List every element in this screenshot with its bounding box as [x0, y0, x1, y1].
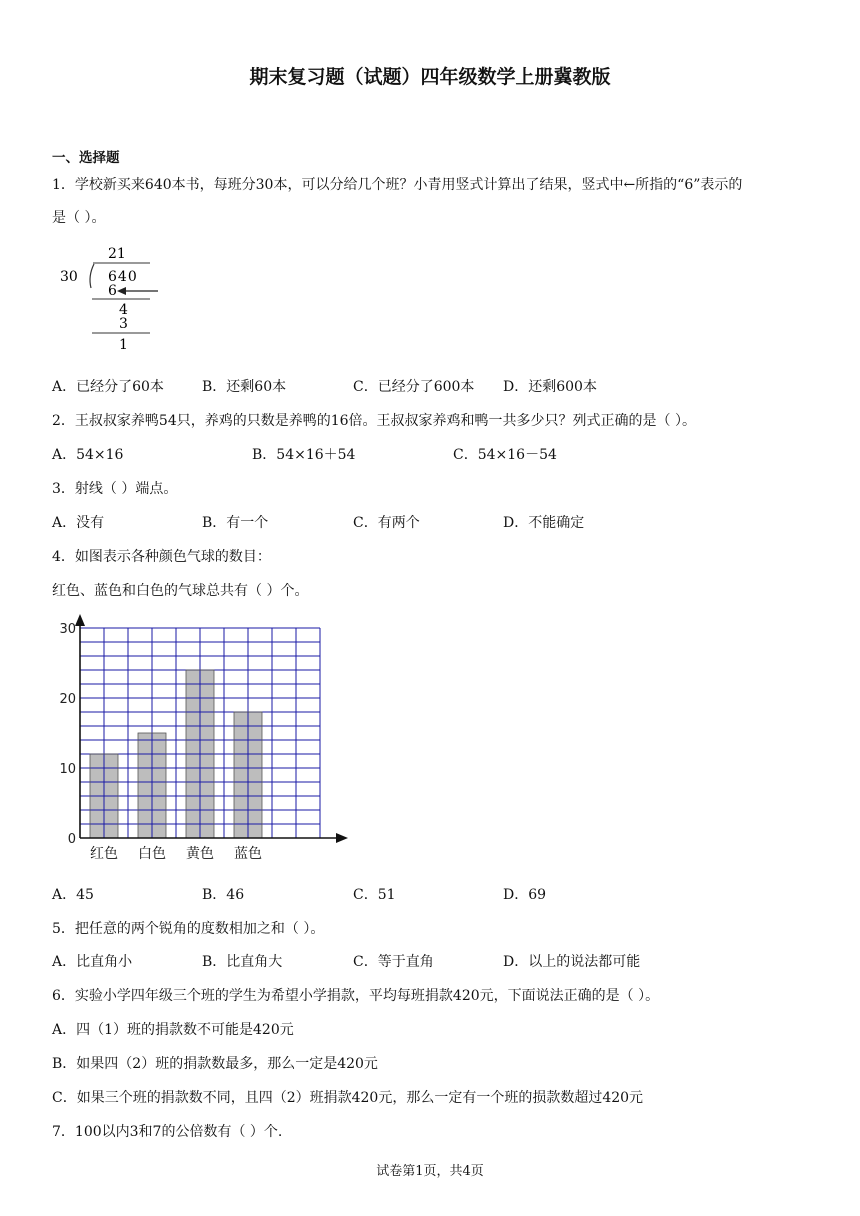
q1-option-b: B．还剩60本: [202, 379, 287, 395]
q5-option-b: B．比直角大: [202, 954, 283, 970]
q3-option-c: C．有两个: [353, 515, 420, 531]
q3-option-a: A．没有: [52, 515, 105, 531]
x-tick-label: 黄色: [186, 846, 214, 862]
division-dividend: 640: [108, 269, 138, 285]
division-quotient: 21: [108, 246, 126, 262]
q3-option-d: D．不能确定: [503, 515, 585, 531]
q1-option-c: C．已经分了600本: [353, 379, 475, 395]
q4-option-b: B．46: [202, 887, 245, 903]
q4-option-a: A．45: [52, 887, 94, 903]
q2-option-b: B．54×16＋54: [252, 447, 356, 463]
balloon-bar-chart: [55, 612, 355, 868]
y-tick-label: 0: [67, 832, 76, 847]
division-step-1: 6: [108, 283, 117, 299]
x-tick-label: 白色: [138, 846, 166, 862]
page-footer: 试卷第1页，共4页: [376, 1164, 484, 1179]
q3-option-b: B．有一个: [202, 515, 269, 531]
long-division-figure: [58, 240, 168, 358]
q2-option-a: A．54×16: [52, 447, 124, 463]
q6-option-a: A．四（1）班的捐款数不可能是420元: [52, 1022, 294, 1038]
q4-option-d: D．69: [503, 887, 547, 903]
q4-option-c: C．51: [353, 887, 396, 903]
x-tick-label: 蓝色: [234, 846, 262, 862]
y-tick-label: 10: [59, 762, 76, 777]
question-4-stem-line-2: 红色、蓝色和白色的气球总共有（ ）个。: [52, 583, 309, 599]
question-7-stem: 7．100以内3和7的公倍数有（ ）个.: [52, 1124, 283, 1140]
question-1-stem-line-1: 1．学校新买来640本书，每班分30本，可以分给几个班？小青用竖式计算出了结果，竖式中←所指的“6”表示的: [52, 177, 743, 193]
q5-option-c: C．等于直角: [353, 954, 434, 970]
question-2-stem: 2．王叔叔家养鸭54只，养鸡的只数是养鸭的16倍。王叔叔家养鸡和鸭一共多少只？列式正确的是（ ）。: [52, 413, 696, 429]
y-tick-label: 30: [59, 622, 76, 637]
y-tick-label: 20: [59, 692, 76, 707]
q5-option-a: A．比直角小: [52, 954, 133, 970]
q6-option-c: C．如果三个班的捐款数不同，且四（2）班捐款420元，那么一定有一个班的损款数超过420元: [52, 1090, 644, 1106]
division-divisor: 30: [60, 269, 78, 285]
arrow-icon: [117, 287, 126, 295]
question-5-stem: 5．把任意的两个锐角的度数相加之和（ ）。: [52, 921, 325, 937]
q6-option-b: B．如果四（2）班的捐款数最多，那么一定是420元: [52, 1056, 378, 1072]
x-axis-arrow-icon: [336, 833, 348, 843]
question-4-stem-line-1: 4．如图表示各种颜色气球的数目：: [52, 549, 271, 565]
question-3-stem: 3．射线（ ）端点。: [52, 481, 178, 497]
q1-option-a: A．已经分了60本: [52, 379, 164, 395]
section-heading: 一、选择题: [52, 150, 120, 166]
division-step-3: 3: [119, 316, 128, 332]
question-6-stem: 6．实验小学四年级三个班的学生为希望小学捐款，平均每班捐款420元，下面说法正确的是（ ）。: [52, 988, 660, 1004]
q5-option-d: D．以上的说法都可能: [503, 954, 641, 970]
x-tick-label: 红色: [90, 846, 118, 862]
q2-option-c: C．54×16－54: [453, 447, 557, 463]
question-1-stem-line-2: 是（ ）。: [52, 210, 106, 226]
division-remainder: 1: [119, 337, 128, 353]
q1-option-d: D．还剩600本: [503, 379, 597, 395]
division-step-2: 4: [119, 302, 128, 318]
y-axis-arrow-icon: [75, 614, 85, 626]
page-title: 期末复习题（试题）四年级数学上册冀教版: [249, 66, 611, 88]
